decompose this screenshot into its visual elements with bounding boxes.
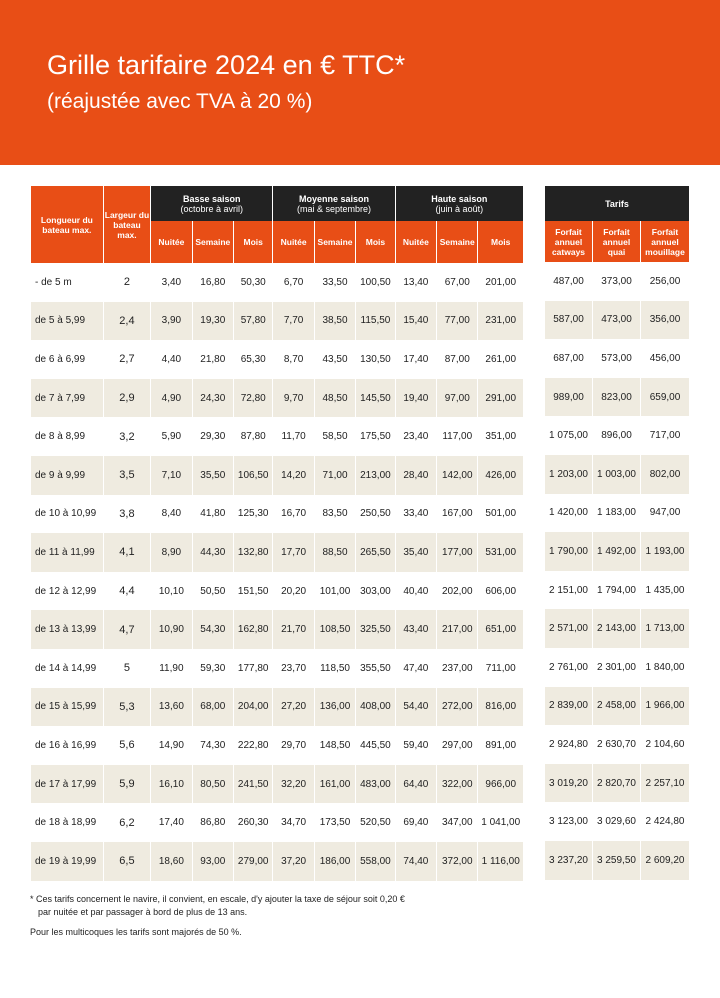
table-row	[545, 339, 689, 378]
cell-largeur: 2,9	[104, 379, 150, 418]
table-cell: 35,40	[396, 533, 436, 572]
table-cell: 64,40	[396, 765, 436, 804]
table-row	[31, 649, 523, 688]
table-cell: 74,40	[396, 842, 436, 881]
tarif-cell: 1 790,00	[545, 532, 592, 571]
table-cell: 606,00	[485, 585, 517, 597]
cell-largeur: 5,9	[104, 765, 150, 804]
cell-longueur: de 5 à 5,99	[31, 302, 103, 341]
tarif-cell: 717,00	[649, 430, 681, 442]
table-row	[545, 301, 689, 340]
table-cell: 50,30	[240, 276, 266, 288]
cell-largeur: 5,3	[104, 688, 150, 727]
table-cell: 260,30	[237, 817, 269, 829]
table-cell: 237,00	[441, 662, 473, 674]
table-cell: 106,50	[234, 456, 272, 495]
table-cell: 43,50	[322, 353, 348, 365]
table-row	[31, 495, 523, 534]
cell-longueur: de 7 à 7,99	[31, 379, 103, 418]
table-cell: 117,00	[442, 431, 473, 443]
table-row	[31, 688, 523, 727]
cell-longueur: de 17 à 17,99	[31, 765, 103, 804]
tarif-cell: 687,00	[553, 352, 584, 364]
tarif-cell: 2 761,00	[549, 661, 588, 673]
table-row	[545, 494, 689, 533]
table-cell: 17,70	[273, 533, 313, 572]
tarif-cell: 1 003,00	[593, 455, 640, 494]
subheader-forfait-catways: Forfait annuel catways	[545, 221, 592, 262]
table-cell: 14,90	[158, 739, 184, 751]
table-cell: 87,00	[444, 353, 470, 365]
table-cell: 204,00	[234, 688, 272, 727]
table-cell: 13,60	[151, 688, 191, 727]
table-cell: 33,50	[322, 276, 348, 288]
table-cell: 65,30	[240, 353, 266, 365]
table-row	[31, 842, 523, 881]
tarif-cell: 1 492,00	[593, 532, 640, 571]
tarif-cell: 456,00	[649, 352, 681, 364]
table-cell: 44,30	[193, 533, 233, 572]
tarif-cell: 256,00	[649, 275, 681, 287]
table-row	[545, 571, 689, 610]
table-cell: 351,00	[485, 431, 517, 443]
table-cell: 23,70	[281, 662, 307, 674]
table-cell: 16,10	[151, 765, 191, 804]
table-cell: 83,50	[322, 508, 348, 520]
tarif-cell: 896,00	[601, 430, 632, 442]
tarif-cell: 1 966,00	[641, 687, 689, 726]
table-cell: 34,70	[281, 817, 307, 829]
table-cell: 483,00	[356, 765, 394, 804]
table-cell: 32,20	[273, 765, 313, 804]
subheader-forfait-mouillage: Forfait annuel mouillage	[641, 221, 689, 262]
table-cell: 3,40	[161, 276, 182, 288]
cell-largeur: 2,7	[119, 353, 135, 366]
table-cell: 100,50	[360, 276, 391, 288]
table-cell: 250,50	[360, 508, 391, 520]
table-row	[31, 572, 523, 611]
tarif-cell: 3 259,50	[593, 841, 640, 880]
cell-largeur: 5,6	[119, 739, 135, 752]
tarif-cell: 3 237,20	[545, 841, 592, 880]
table-cell: 35,50	[193, 456, 233, 495]
header-moyenne-saison: Moyenne saison (mai & septembre)	[273, 186, 394, 221]
table-cell: 80,50	[193, 765, 233, 804]
table-cell: 21,80	[200, 353, 226, 365]
table-cell: 7,10	[151, 456, 191, 495]
cell-longueur: de 18 à 18,99	[35, 817, 97, 829]
table-cell: 17,40	[158, 817, 184, 829]
cell-largeur: 3,2	[119, 430, 135, 443]
subheader-forfait-quai: Forfait annuel quai	[593, 221, 640, 262]
table-cell: 322,00	[437, 765, 477, 804]
cell-largeur: 3,8	[119, 507, 135, 520]
cell-longueur: de 13 à 13,99	[31, 610, 103, 649]
table-cell: 241,50	[234, 765, 272, 804]
table-row	[31, 610, 523, 649]
cell-largeur: 4,4	[119, 585, 135, 598]
table-cell: 5,90	[161, 431, 182, 443]
table-cell: 222,80	[237, 739, 269, 751]
table-cell: 93,00	[193, 842, 233, 881]
table-cell: 297,00	[441, 739, 473, 751]
table-cell: 303,00	[360, 585, 391, 597]
table-cell: 151,50	[237, 585, 269, 597]
table-row	[31, 302, 523, 341]
tarif-cell: 1 840,00	[645, 661, 685, 673]
table-cell: 558,00	[356, 842, 394, 881]
tarif-cell: 1 420,00	[549, 507, 588, 519]
table-row	[31, 765, 523, 804]
tarif-cell: 2 143,00	[593, 609, 640, 648]
table-cell: 891,00	[485, 739, 517, 751]
table-cell: 175,50	[360, 431, 391, 443]
subheader-mois: Mois	[234, 221, 272, 263]
tarif-cell: 2 571,00	[545, 609, 592, 648]
tarif-cell: 947,00	[649, 507, 681, 519]
tarif-cell: 659,00	[641, 378, 689, 417]
table-cell: 47,40	[403, 662, 429, 674]
subheader-semaine: Semaine	[437, 221, 477, 263]
header-haute-saison: Haute saison (juin à août)	[396, 186, 523, 221]
tarif-cell: 2 630,70	[597, 738, 636, 750]
tarif-cell: 373,00	[601, 275, 632, 287]
table-cell: 426,00	[478, 456, 523, 495]
table-cell: 231,00	[478, 302, 523, 341]
table-cell: 29,30	[200, 431, 226, 443]
table-cell: 77,00	[437, 302, 477, 341]
table-cell: 408,00	[356, 688, 394, 727]
tarif-cell: 1 435,00	[645, 584, 685, 596]
table-cell: 23,40	[403, 431, 429, 443]
table-row	[545, 609, 689, 648]
cell-longueur: de 6 à 6,99	[35, 353, 86, 365]
tarif-cell: 587,00	[545, 301, 592, 340]
cell-largeur: 4,1	[104, 533, 150, 572]
table-cell: 347,00	[441, 817, 473, 829]
tarif-cell: 3 019,20	[545, 764, 592, 803]
table-cell: 8,70	[283, 353, 304, 365]
cell-longueur: de 10 à 10,99	[35, 508, 97, 520]
table-cell: 217,00	[437, 610, 477, 649]
table-cell: 9,70	[273, 379, 313, 418]
tarif-cell: 2 301,00	[597, 661, 636, 673]
tarif-cell: 1 193,00	[641, 532, 689, 571]
table-cell: 108,50	[315, 610, 355, 649]
footnote-multicoques: Pour les multicoques les tarifs sont majorés de 50 %.	[30, 927, 242, 937]
table-cell: 136,00	[315, 688, 355, 727]
cell-largeur: 2	[123, 276, 131, 289]
table-row	[545, 455, 689, 494]
table-row	[545, 764, 689, 803]
table-cell: 177,00	[437, 533, 477, 572]
table-cell: 88,50	[315, 533, 355, 572]
table-row	[545, 532, 689, 571]
table-cell: 43,40	[396, 610, 436, 649]
table-cell: 27,20	[273, 688, 313, 727]
table-row	[545, 262, 689, 301]
page-title: Grille tarifaire 2024 en € TTC*	[47, 50, 406, 80]
table-cell: 261,00	[485, 353, 517, 365]
table-cell: 71,00	[315, 456, 355, 495]
table-cell: 7,70	[273, 302, 313, 341]
table-cell: 15,40	[396, 302, 436, 341]
table-cell: 445,50	[360, 739, 391, 751]
table-cell: 161,00	[315, 765, 355, 804]
table-row	[545, 802, 689, 841]
table-row	[31, 379, 523, 418]
tarif-cell: 2 924,80	[549, 738, 588, 750]
table-row	[545, 648, 689, 687]
table-cell: 325,50	[356, 610, 394, 649]
table-cell: 162,80	[234, 610, 272, 649]
tarif-cell: 573,00	[601, 352, 632, 364]
table-cell: 966,00	[478, 765, 523, 804]
table-cell: 17,40	[403, 353, 429, 365]
cell-longueur: de 12 à 12,99	[35, 585, 97, 597]
table-row	[31, 340, 523, 379]
table-cell: 54,30	[193, 610, 233, 649]
tarif-cell: 1 075,00	[549, 430, 588, 442]
subheader-semaine: Semaine	[315, 221, 355, 263]
table-cell: 10,10	[158, 585, 184, 597]
table-cell: 28,40	[396, 456, 436, 495]
table-row	[31, 417, 523, 456]
pricing-table	[30, 186, 524, 881]
table-cell: 213,00	[356, 456, 394, 495]
title-banner	[0, 0, 720, 165]
table-row	[31, 726, 523, 765]
table-cell: 6,70	[283, 276, 304, 288]
tarif-cell: 2 839,00	[545, 687, 592, 726]
cell-largeur: 5	[123, 662, 131, 675]
header-largeur: Largeur du bateau max.	[104, 186, 150, 263]
cell-longueur: de 19 à 19,99	[31, 842, 103, 881]
subheader-nuitee: Nuitée	[151, 221, 191, 263]
subheader-nuitee: Nuitée	[396, 221, 436, 263]
table-cell: 531,00	[478, 533, 523, 572]
table-cell: 1 116,00	[478, 842, 523, 881]
table-cell: 372,00	[437, 842, 477, 881]
cell-longueur: de 9 à 9,99	[31, 456, 103, 495]
cell-longueur: - de 5 m	[35, 276, 72, 288]
header-basse-saison: Basse saison (octobre à avril)	[151, 186, 272, 221]
table-cell: 69,40	[403, 817, 429, 829]
table-row	[545, 416, 689, 455]
table-cell: 148,50	[319, 739, 351, 751]
table-cell: 38,50	[315, 302, 355, 341]
table-cell: 14,20	[273, 456, 313, 495]
cell-longueur: de 14 à 14,99	[35, 662, 97, 674]
table-cell: 265,50	[356, 533, 394, 572]
table-cell: 21,70	[273, 610, 313, 649]
table-row	[545, 687, 689, 726]
table-row	[31, 803, 523, 842]
cell-largeur: 3,5	[104, 456, 150, 495]
table-cell: 125,30	[237, 508, 269, 520]
table-cell: 97,00	[437, 379, 477, 418]
table-row	[545, 725, 689, 764]
table-cell: 177,80	[237, 662, 269, 674]
table-cell: 8,40	[161, 508, 182, 520]
tarif-cell: 473,00	[593, 301, 640, 340]
table-cell: 11,90	[159, 662, 184, 674]
table-cell: 58,50	[322, 431, 348, 443]
header-tarifs: Tarifs	[545, 186, 689, 221]
table-cell: 501,00	[485, 508, 517, 520]
tarif-cell: 356,00	[641, 301, 689, 340]
table-cell: 16,70	[281, 508, 307, 520]
table-cell: 202,00	[441, 585, 473, 597]
table-cell: 132,80	[234, 533, 272, 572]
table-cell: 59,30	[200, 662, 226, 674]
table-cell: 145,50	[356, 379, 394, 418]
subheader-nuitee: Nuitée	[273, 221, 313, 263]
table-cell: 29,70	[281, 739, 307, 751]
table-cell: 101,00	[319, 585, 351, 597]
table-cell: 24,30	[193, 379, 233, 418]
table-cell: 711,00	[485, 662, 516, 674]
table-row	[31, 533, 523, 572]
table-cell: 19,40	[396, 379, 436, 418]
table-cell: 130,50	[360, 353, 391, 365]
table-cell: 1 041,00	[481, 817, 521, 829]
tarif-cell: 2 424,80	[645, 816, 685, 828]
tarif-cell: 989,00	[545, 378, 592, 417]
table-cell: 173,50	[319, 817, 351, 829]
tarif-cell: 1 794,00	[597, 584, 636, 596]
table-cell: 18,60	[151, 842, 191, 881]
table-cell: 4,40	[161, 353, 182, 365]
table-cell: 37,20	[273, 842, 313, 881]
cell-longueur: de 8 à 8,99	[35, 431, 86, 443]
table-cell: 59,40	[403, 739, 429, 751]
table-cell: 167,00	[441, 508, 473, 520]
table-cell: 48,50	[315, 379, 355, 418]
table-cell: 279,00	[234, 842, 272, 881]
table-cell: 68,00	[193, 688, 233, 727]
cell-longueur: de 16 à 16,99	[35, 739, 97, 751]
table-cell: 13,40	[403, 276, 429, 288]
table-cell: 72,80	[234, 379, 272, 418]
tarif-cell: 2 609,20	[641, 841, 689, 880]
table-cell: 86,80	[200, 817, 226, 829]
table-cell: 142,00	[437, 456, 477, 495]
table-cell: 41,80	[200, 508, 226, 520]
table-cell: 11,70	[281, 431, 306, 443]
subheader-mois: Mois	[356, 221, 394, 263]
tarif-cell: 3 123,00	[549, 816, 588, 828]
table-cell: 118,50	[320, 662, 350, 674]
tarif-cell: 1 203,00	[545, 455, 592, 494]
cell-largeur: 2,4	[104, 302, 150, 341]
table-cell: 115,50	[356, 302, 394, 341]
table-cell: 57,80	[234, 302, 272, 341]
table-cell: 355,50	[360, 662, 391, 674]
tarif-cell: 2 458,00	[593, 687, 640, 726]
tarif-cell: 1 183,00	[597, 507, 636, 519]
tarif-cell: 2 151,00	[549, 584, 588, 596]
table-cell: 8,90	[151, 533, 191, 572]
subheader-mois: Mois	[478, 221, 523, 263]
table-cell: 186,00	[315, 842, 355, 881]
table-cell: 291,00	[478, 379, 523, 418]
table-cell: 16,80	[200, 276, 226, 288]
tarif-cell: 3 029,60	[597, 816, 636, 828]
table-cell: 20,20	[281, 585, 307, 597]
table-cell: 50,50	[200, 585, 226, 597]
cell-longueur: de 15 à 15,99	[31, 688, 103, 727]
tarifs-table	[544, 186, 690, 880]
table-cell: 3,90	[151, 302, 191, 341]
table-cell: 651,00	[478, 610, 523, 649]
table-row	[31, 456, 523, 495]
cell-largeur: 6,5	[104, 842, 150, 881]
table-cell: 74,30	[200, 739, 226, 751]
table-row	[545, 841, 689, 880]
tarif-cell: 2 820,70	[593, 764, 640, 803]
table-cell: 4,90	[151, 379, 191, 418]
table-cell: 10,90	[151, 610, 191, 649]
cell-largeur: 4,7	[104, 610, 150, 649]
footnote-tax: * Ces tarifs concernent le navire, il convient, en escale, d'y ajouter la taxe de séjour soit 0,20 € par nuitée et par passager à bord de plus de 13 ans.	[30, 894, 405, 917]
header-longueur: Longueur du bateau max.	[31, 186, 103, 263]
table-cell: 40,40	[403, 585, 429, 597]
table-cell: 67,00	[444, 276, 470, 288]
cell-longueur: de 11 à 11,99	[31, 533, 103, 572]
tarif-cell: 2 104,60	[645, 738, 685, 750]
table-cell: 87,80	[240, 431, 266, 443]
table-cell: 201,00	[485, 276, 517, 288]
table-cell: 19,30	[193, 302, 233, 341]
table-cell: 816,00	[478, 688, 523, 727]
table-row	[31, 263, 523, 302]
tarif-cell: 2 257,10	[641, 764, 689, 803]
table-cell: 33,40	[403, 508, 429, 520]
tarif-cell: 823,00	[593, 378, 640, 417]
cell-largeur: 6,2	[119, 816, 135, 829]
table-cell: 520,50	[360, 817, 391, 829]
page-subtitle: (réajustée avec TVA à 20 %)	[47, 90, 313, 113]
tarif-cell: 1 713,00	[641, 609, 689, 648]
tarif-cell: 487,00	[553, 275, 584, 287]
tarif-cell: 802,00	[641, 455, 689, 494]
subheader-semaine: Semaine	[193, 221, 233, 263]
table-cell: 272,00	[437, 688, 477, 727]
table-cell: 54,40	[396, 688, 436, 727]
table-row	[545, 378, 689, 417]
